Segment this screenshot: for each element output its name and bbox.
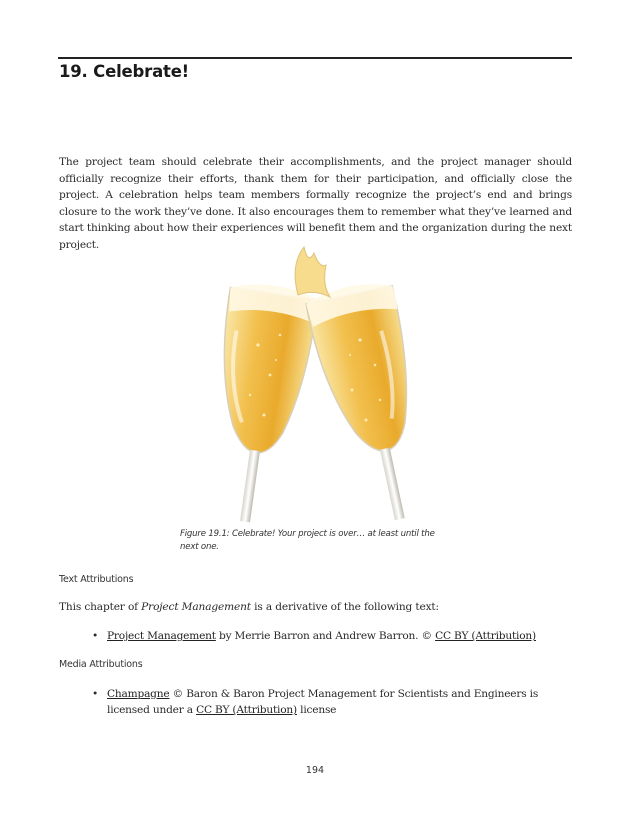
splash xyxy=(295,247,330,297)
champagne-link[interactable]: Champagne xyxy=(107,688,170,700)
text-attributions-intro: This chapter of Project Management is a derivative of the following text: xyxy=(59,601,439,613)
bullet-icon: • xyxy=(92,630,99,642)
header-rule xyxy=(58,57,572,59)
text-attributions-heading: Text Attributions xyxy=(59,574,134,585)
text-attribution-item: • Project Management by Merrie Barron and Andrew Barron. © CC BY (Attribution) xyxy=(92,630,536,642)
cc-by-license-link-media[interactable]: CC BY (Attribution) xyxy=(196,704,297,716)
project-management-link[interactable]: Project Management xyxy=(107,630,216,642)
chapter-title: 19. Celebrate! xyxy=(59,62,190,81)
page-number: 194 xyxy=(305,765,325,776)
cc-by-license-link[interactable]: CC BY (Attribution) xyxy=(435,630,536,642)
media-attributions-heading: Media Attributions xyxy=(59,659,143,670)
left-glass xyxy=(198,279,319,525)
bullet-icon: • xyxy=(92,688,99,700)
figure-caption: Figure 19.1: Celebrate! Your project is over… at least until the next one. xyxy=(180,529,435,552)
right-glass xyxy=(304,278,441,525)
body-paragraph: The project team should celebrate their accomplishments, and the project manager should officially recognize their efforts, thank them for their participation, and officially close the project. A celebration helps team members formally recognize the project’s end and brings closure to the work they’ve done. It also encourages them to remember what they’ve learned and start thinking about how their experiences will benefit them and the organization during the next project. xyxy=(59,156,572,251)
media-attribution-item: • Champagne © Baron & Baron Project Management for Scientists and Engineers is licensed under a CC BY (Attribution) license xyxy=(92,688,539,716)
champagne-figure xyxy=(180,225,450,525)
book-title: Project Management xyxy=(141,601,251,613)
